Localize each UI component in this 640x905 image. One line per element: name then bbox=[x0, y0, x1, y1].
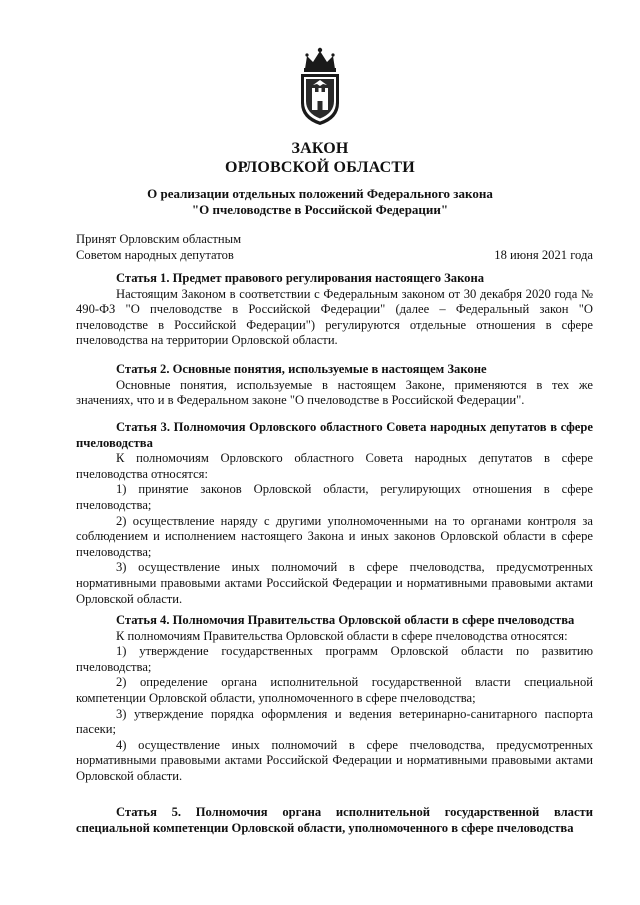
article-3 bbox=[76, 420, 593, 607]
law-subtitle-line2: "О пчеловодстве в Российской Федерации" bbox=[191, 202, 449, 217]
article-paragraph: 2) определение органа исполнительной государственной власти специальной компетенции Орловской области, уполномоченного в сфере пчеловодства; bbox=[76, 675, 593, 705]
article-heading: Статья 4. Полномочия Правительства Орловской области в сфере пчеловодства bbox=[116, 613, 575, 627]
adoption-line: Принят Орловским областным bbox=[76, 232, 242, 246]
law-subtitle-line1: О реализации отдельных положений Федерального закона bbox=[147, 186, 493, 201]
article-1 bbox=[76, 271, 593, 349]
article-heading: Статья 2. Основные понятия, используемые в настоящем Законе bbox=[116, 362, 487, 376]
article-paragraph: 1) утверждение государственных программ Орловской области по развитию пчеловодства; bbox=[76, 644, 593, 674]
article-paragraph: 2) осуществление наряду с другими уполномоченными на то органами контроля за соблюдением и исполнением настоящего Закона и иных законов Орловской области в сфере пчеловодства; bbox=[76, 513, 593, 559]
article-paragraph: Основные понятия, используемые в настоящем Законе, применяются в тех же значениях, что и в Федеральном законе "О пчеловодстве в Российской Федерации". bbox=[76, 377, 593, 408]
adoption-date: 18 июня 2021 года bbox=[494, 248, 593, 262]
adoption-info bbox=[76, 232, 376, 263]
adoption-line: Советом народных депутатов bbox=[76, 247, 234, 262]
article-2 bbox=[76, 362, 593, 409]
article-paragraph: К полномочиям Орловского областного Совета народных депутатов в сфере пчеловодства относятся: bbox=[76, 451, 593, 481]
coat-of-arms-icon bbox=[295, 45, 345, 127]
article-paragraph: 4) осуществление иных полномочий в сфере пчеловодства, предусмотренных нормативными правовыми актами Российской Федерации и нормативными правовыми актами Орловской области. bbox=[76, 737, 593, 783]
article-paragraph: 3) утверждение порядка оформления и ведения ветеринарно-санитарного паспорта пасеки; bbox=[76, 706, 593, 737]
article-paragraph: К полномочиям Правительства Орловской области в сфере пчеловодства относятся: bbox=[116, 628, 568, 643]
article-paragraph: Настоящим Законом в соответствии с Федеральным законом от 30 декабря 2020 года № 490-ФЗ "О пчеловодстве в Российской Федерации" (далее – Федеральный закон "О пчеловодстве в Российской Федерации") регулируются отдельные отношения в сфере пчеловодства на территории Орловской области. bbox=[76, 286, 593, 348]
article-heading: Статья 3. Полномочия Орловского областного Совета народных депутатов в сфере пчеловодства bbox=[76, 420, 593, 450]
law-title: ЗАКОН bbox=[291, 140, 349, 157]
article-heading: Статья 1. Предмет правового регулирования настоящего Закона bbox=[116, 271, 485, 285]
article-paragraph: 1) принятие законов Орловской области, регулирующих отношения в сфере пчеловодства; bbox=[76, 482, 593, 512]
article-5 bbox=[76, 805, 593, 836]
law-region: ОРЛОВСКОЙ ОБЛАСТИ bbox=[225, 159, 415, 176]
article-heading: Статья 5. Полномочия органа исполнительной государственной власти специальной компетенции Орловской области, уполномоченного в сфере пчеловодства bbox=[76, 805, 593, 835]
article-4 bbox=[76, 613, 593, 785]
article-paragraph: 3) осуществление иных полномочий в сфере пчеловодства, предусмотренных нормативными правовыми актами Российской Федерации и нормативными правовыми актами Орловской области. bbox=[76, 560, 593, 606]
